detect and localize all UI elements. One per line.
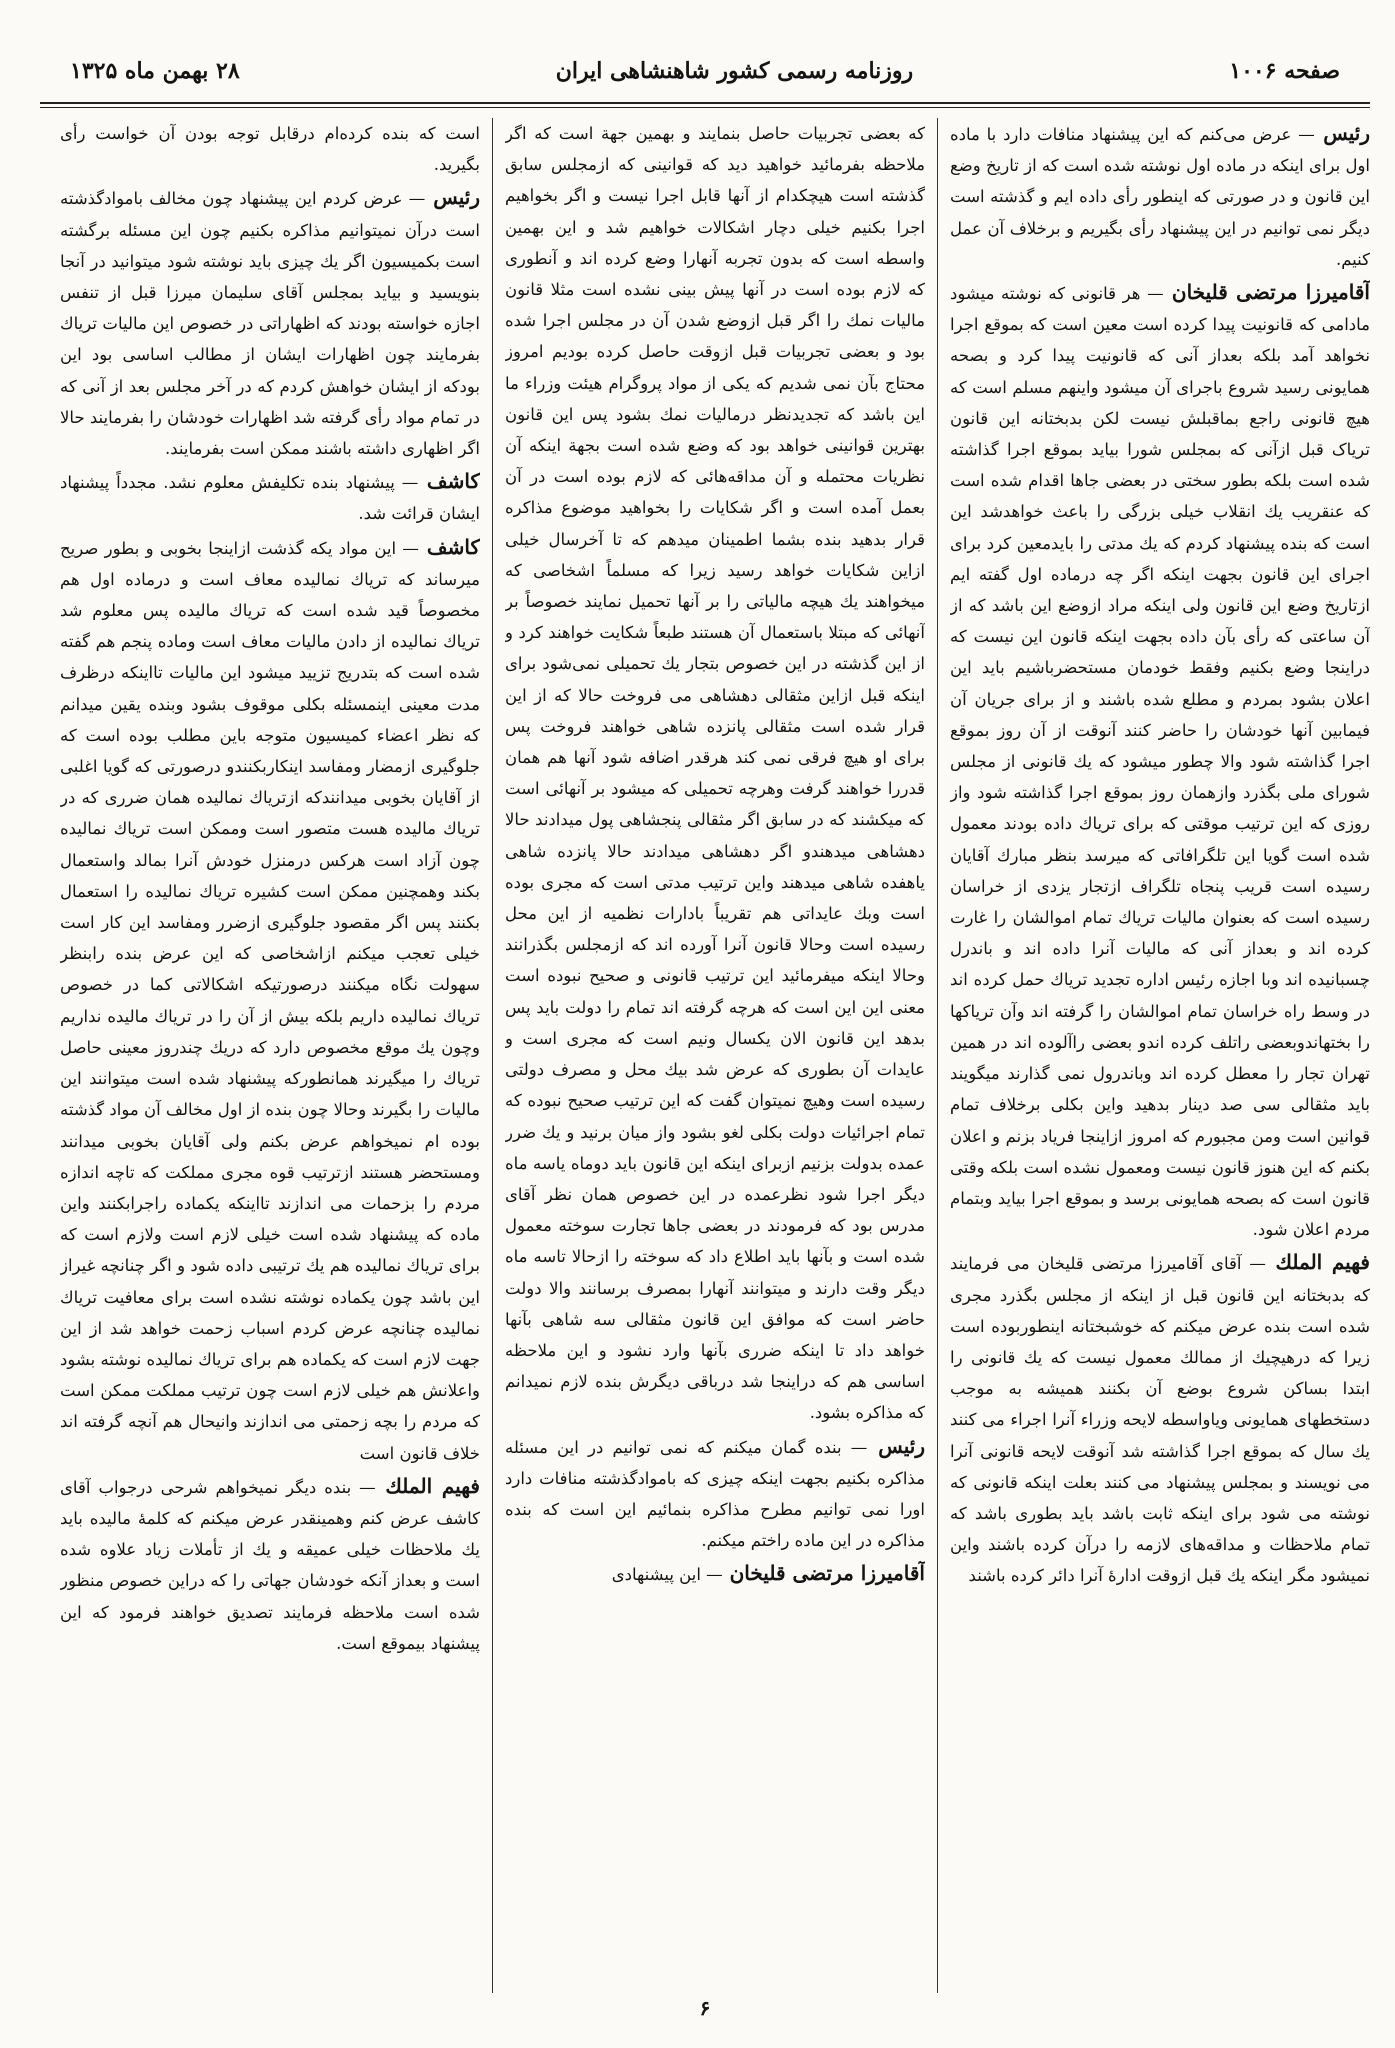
paragraph [60,118,480,180]
issue-date: ۲۸ بهمن ماه ۱۳۲۵ [70,58,240,84]
header-rule [40,102,1370,104]
column-divider-1 [937,118,938,1993]
page-number: صفحه ۱۰۰۶ [1229,58,1340,84]
paragraph-text: — عرض می‌کنم که این پیشنهاد منافات دارد با ماده اول برای اینکه در ماده اول نوشته شده است که از تاریخ وضع این قانون و در صورتی که اینطور رأی داده ایم و گذشته است دیگر نمی توانیم در این پیشنهاد رأی بگیریم و برخلاف آن عمل کنیم. [950,125,1370,269]
column-middle [505,118,925,1998]
paragraph [950,277,1370,1245]
paragraph [60,1471,480,1659]
column-divider-2 [492,118,493,1993]
paragraph [505,1431,925,1557]
speaker-name: آقامیرزا مرتضی قلیخان [722,1561,925,1586]
speaker-name: رئیس [867,1433,925,1458]
paragraph-text: — بنده دیگر نمیخواهم شرحی درجواب آقای کاشف عرض کنم وهمینقدر عرض میکنم که کلمهٔ مالیده باید یك ملاحظات خیلی عمیقه و یك از تأملات زیاد علاوه شده است و بعداز آنکه خودشان جهاتی را که دراین خصوص منظور شده است ملاحظه فرمایند تصدیق خواهند فرمود که این پیشنهاد بیموقع است. [60,1477,480,1653]
paragraph [950,118,1370,275]
gazette-page [40,40,1370,2030]
speaker-name: آقامیرزا مرتضی قلیخان [1163,280,1370,305]
paragraph-text: — این مواد یکه گذشت ازاینجا بخوبی و بطور صریح میرساند که تریاك نمالیده معاف است و درماده اول هم مخصوصاً قید شده است که تریاك مالیده پس معلوم شد تریاك نمالیده از دادن مالیات معاف است وماده پنجم هم گفته شده است که بتدریج تزیید میشود این مالیات تااینکه درظرف مدت معینی اینمسئله بکلی موقوف بشود وبنده یقین میدانم که نظر اعضاء کمیسیون متوجه باین مطلب بوده است که جلوگیری ازمضار ومفاسد اینکاربکنندو درصورتی که گویا اغلبی از آقایان بخوبی میدانندکه ازتریاك نمالیده همان ضرری که در تریاك مالیده هست متصور است وممکن است تریاك نمالیده چون آزاد است هرکس درمنزل خودش آنرا بمالد واستعمال بکند وهمچنین ممکن است کشیره تریاك نمالیده را استعمال بکنند پس اگر مقصود جلوگیری ازضرر ومفاسد این کار است خیلی تعجب میکنم ازاشخاصی که این عرض بنده رابنظر سهولت نگاه میکنند درصورتیکه اشکالاتی کما در خصوص تریاك نمالیده داریم بلکه بیش از آن را در تریاك مالیده نداریم وچون یك موقع مخصوص دارد که دریك چندروز معینی حاصل تریاك را میگیرند همانطورکه پیشنهاد شده است میتوانند این مالیات را بگیرند وحالا چون بنده از اول مخالف آن مواد گذشته بوده ام نمیخواهم عرض بکنم ولی آقایان بخوبی میدانند ومستحضر هستند ازترتیب قوه مجری مملکت که تاچه اندازه مردم را بزحمات می اندازند تااینکه یکماده راجرابکنند واین ماده که پیشنهاد شده است خیلی لازم است ولازم است که برای تریاك نمالیده هم یك ترتیبی داده شود و اگر چنانچه غیراز این باشد چون یکماده نوشته نشده است برای معافیت تریاك نمالیده چنانچه عرض کردم اسباب زحمت خواهد شد از این جهت لازم است که یکماده هم برای تریاك نمالیده نوشته بشود واعلانش هم خیلی لازم است چون ترتیب مملکت ممکن است که مردم را بچه زحمتی می اندازند وانیحال هم آنچه گرفته اند خلاف قانون است [60,538,480,1463]
speaker-name: رئیس [425,185,480,210]
paragraph-text: — هر قانونی که نوشته میشود مادامی که قانونیت پیدا کرده است معین است که بموقع اجرا نخواهد آمد بلکه بعداز آنی که قانونیت پیدا کرد و بصحه همایونی رسید شروع باجرای آن میشود واینهم مسلم است که هیچ قانونی راجع بماقبلش نیست لکن بدبختانه این قانون تریاک قبل ازآنی که بمجلس شورا بیاید بموقع اجرا گذاشته شده است بلکه بطور سختی در بعضی جاها اقدام شده است که عنقریب یك انقلاب خیلی بزرگی را باعث خواهدشد این است که بنده پیشنهاد کردم که یك مدتی را بایدمعین کرد برای اجرای این قانون بجهت اینکه اگر چه درماده اول گفته ایم ازتاریخ وضع این قانون ولی اینکه مراد ازوضع این باشد که از آن ساعتی که رأی بآن داده بجهت اینکه قانون این نیست که دراینجا وضع بکنیم وفقط خودمان مستحضرباشیم باید این اعلان بشود بمردم و مطلع شده باشند و از برای جریان آن فیمابین آنها خودشان را حاضر کنند آنوقت از آن روز بموقع اجرا گذاشته شود والا چطور میشود که یك قانونی از مجلس شورای ملی بگذرد وازهمان روز بموقع اجرا گذاشته شود واز روزی که این ترتیب موقتی که برای تریاك داده بودند معمول شده است گویا این تلگرافاتی که میرسد بنظر مبارك آقایان رسیده است قریب پنجاه تلگراف ازتجار یزدی از خراسان رسیده است که بعنوان مالیات تریاك تمام اموالشان را غارت کرده اند و بعداز آنی که مالیات آنرا داده اند و باندرل چسبانیده اند وبا اجازه رئیس اداره تجدید تریاك حمل کرده اند در وسط راه خراسان تمام اموالشان را گرفته اند وآن تریاکها را بختهاندوبعضی راتلف کرده اندو بعضی راآلوده اند در همین تهران تجار را معطل کرده اند وباندرول نمی گذارند میگویند باید مثقالی سی صد دینار بدهید واین بکلی برخلاف تمام قوانین است ومن مجبورم که امروز ازاینجا فریاد بزنم و اعلان بکنم که این هنوز قانون نیست ومعمول نشده است بلکه وقتی قانون است که بصحه همایونی برسد و بموقع اجرا بیاید وبتمام مردم اعلان شود. [950,284,1370,1240]
newspaper-title: روزنامه رسمی کشور شاهنشاهی ایران [555,58,914,84]
paragraph-text: — بنده گمان میکنم که نمی توانیم در این مسئله مذاکره بکنیم بجهت اینکه چیزی که باموادگذشته منافات دارد اورا نمی توانیم مطرح مذاکره بنمائیم این است که بنده مذاکره در این ماده راختم میکنم. [505,1437,925,1551]
header-rule-thin [40,107,1370,108]
paragraph-text: — عرض کردم این پیشنهاد چون مخالف باموادگذشته است درآن نمیتوانیم مذاکره بکنیم چون این مسئله برگشته است بکمیسیون اگر یك چیزی باید نوشته شود میتوانید در آنجا بنویسید و بیاید بمجلس آقای سلیمان میرزا قبل از تنفس اجازه خواسته بودند که اظهاراتی در خصوص این مالیات تریاك بفرمایند چون اظهارات ایشان از مطالب اساسی بود این بودکه از ایشان خواهش کردم که در آخر مجلس بعد از آنی که در تمام مواد رأی گرفته شد اظهارات خودشان را بفرمایند حالا اگر اظهاری داشته باشند ممکن است بفرمایند. [60,189,480,459]
column-right [950,118,1370,1998]
paragraph-text: — پیشنهاد بنده تکلیفش معلوم نشد. مجدداً پیشنهاد ایشان قرائت شد. [60,473,480,524]
paragraph [505,118,925,1429]
page-header [40,48,1370,94]
speaker-name: کاشف [418,534,480,559]
speaker-name: کاشف [418,469,480,494]
paragraph-text: که بعضی تجربیات حاصل بنمایند و بهمین جهة است که اگر ملاحظه بفرمائید خواهید دید که قوانینی که ازمجلس سابق گذشته است هیچکدام از آنها قابل اجرا نیست و اگر بخواهیم اجرا بکنیم خیلی دچار اشکالات خواهیم شد و این بهمین واسطه است که بدون تجربه آنهارا وضع کرده اند و آنطوری که لازم بوده است در آنها پیش بینی نشده است مثلا قانون مالیات نمك را اگر قبل ازوضع شدن آن در مجلس اجرا شده بود و بعضی تجربیات قبل ازوقت حاصل کرده بودیم امروز محتاج بآن نمی شدیم که یکی از مواد پروگرام هیئت وزراء ما این باشد که تجدیدنظر درمالیات نمك بشود پس این قانون بهترین قوانینی خواهد بود که وضع شده است بجهة اینکه آن نظریات محتمله و آن مداقه‌هائی که لازم بوده است در آن بعمل آمده است و اگر شکایات را بخواهید موضوع مذاکره قرار بدهید بنده بشما اطمینان میدهم که تا آخرسال خیلی ازاین شکایات خواهد رسید زیرا که مسلماً اشخاصی که میخواهند یك هیچه مالیاتی را بر آنها تحمیل نمایند خصوصاً بر آنهائی که مبتلا باستعمال آن هستند طبعاً شکایت خواهند کرد و از این گذشته در این خصوص بتجار یك تحمیلی نمی‌شود برای اینکه قبل ازاین مثقالی دهشاهی می فروخت حالا که از این قرار شده است مثقالی پانزده شاهی خواهند فروخت پس برای او هیچ فرقی نمی کند هرقدر اضافه شود آنها هم همان قدررا خواهند گرفت وهرچه تحمیلی که میشود بر آنهائی است که میکشند که در سابق اگر مثقالی پنجشاهی پول میدادند حالا دهشاهی میدهندو اگر دهشاهی میدادند حالا پانزده شاهی یاهفده شاهی میدهند واین ترتیب مدتی است که مجری بوده است وبك عایداتی هم تقریباً بادارات نظمیه از این محل رسیده است وحالا قانون آنرا آورده اند که ازمجلس بگذرانند وحالا اینکه میفرمائید این ترتیب قانونی و صحیح نبوده است معنی این این است که هرچه گرفته اند تمام را دولت باید پس بدهد این قانون الان یکسال ونیم است که مجری است و عایدات آن بطوری که عرض شد بیك محل و مصرف دولتی رسیده است وهیچ نمیتوان گفت که این ترتیب صحیح نبوده که تمام اجرائیات دولت بکلی لغو بشود واز میان برنید و یك ضرر عمده بدولت بزنیم ازبرای اینکه این قانون باید دوماه یاسه ماه دیگر اجرا شود نظرعمده در این خصوص همان نظر آقای مدرس بود که فرمودند در بعضی جاها تجارت سوخته معمول شده است و بآنها باید اطلاع داد که سوخته را ازحالا تاسه ماه دیگر وقت دارند و میتوانند آنهارا بمصرف برسانند والا دولت حاضر است که موافق این قانون مثقالی سه شاهی بآنها خواهد داد تا اینکه ضرری بآنها وارد نشود و این ملاحظه اساسی هم که دراینجا شد درباقی دیگرش بنده لازم نمیدانم که مذاکره بشود. [505,124,925,1423]
paragraph [60,532,480,1469]
paragraph [60,466,480,529]
paragraph [950,1247,1370,1591]
paragraph-text: است که بنده کرده‌ام درقابل توجه بودن آن خواست رأی بگیرید. [60,124,480,175]
page-footer-number: ۶ [699,1996,711,2020]
speaker-name: فهیم الملك [375,1473,480,1498]
paragraph [60,182,480,464]
speaker-name: رئیس [1314,121,1370,145]
speaker-name: فهیم الملك [1265,1250,1370,1275]
paragraph-text: — این پیشنهادی [611,1565,723,1585]
column-left [60,118,480,1998]
paragraph-text: — آقای آقامیرزا مرتضی قلیخان می فرمایند که بدبختانه این قانون قبل از اینکه از مجلس بگذرد مجری شده است بنده عرض میکنم که خوشبختانه اینطوربوده است زیرا که درهیچیك از ممالك معمول نیست که یك قانونی را ابتدا بساکن شروع بوضع آن بکنند همیشه به موجب دستخطهای همایونی ویاواسطه لایحه وزراء آنرا اجراء می کنند یك سال که بموقع اجرا گذاشته شد آنوقت لایحه قانونی آنرا می نویسند و بمجلس پیشنهاد می کنند بعلت اینکه قانونی که نوشته می شود برای اینکه ثابت باشد باید بطوری باشد که تمام ملاحظات و مداقه‌های لازمه را درآن کرده باشند واین نمیشود مگر اینکه یك قبل ازوقت ادارهٔ آنرا دائر کرده باشند [950,1254,1370,1586]
paragraph [505,1558,925,1590]
